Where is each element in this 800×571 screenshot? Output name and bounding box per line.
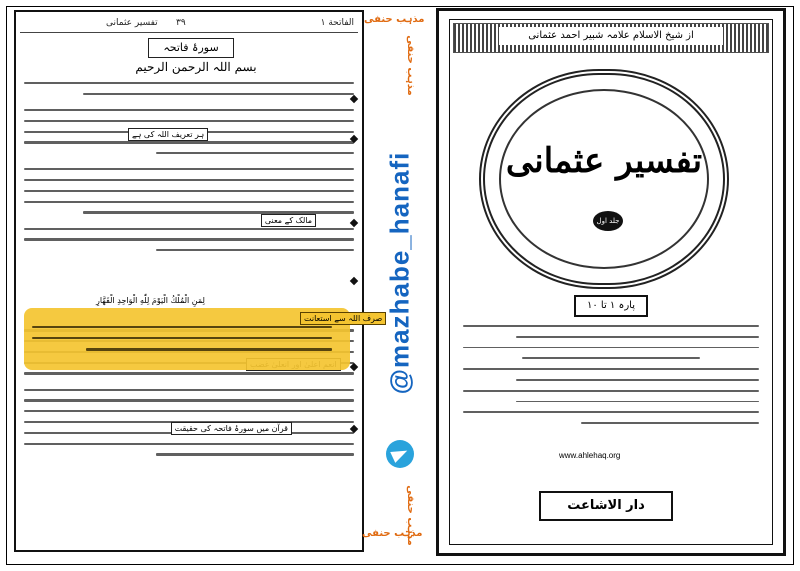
arabic-verse-line: لِمَنِ الْمُلْكُ الْيَوْمَ لِلّٰهِ الْوَاحِدِ الْقَهَّارِ: [96, 296, 205, 305]
watermark-text: مذہب حنفی: [404, 35, 416, 96]
cover-author-line: از شیخ الاسلام علامہ شبیر احمد عثمانی: [499, 27, 723, 45]
publisher-logo: دار الاشاعت: [539, 491, 673, 521]
highlighted-text: [32, 326, 332, 359]
surah-title-box: سورۂ فاتحہ: [148, 38, 234, 58]
book-title: تفسیر عثمانی: [505, 141, 703, 181]
heading-malik: مالک کے معنی: [261, 214, 316, 227]
header-divider: [20, 32, 358, 33]
book-cover: [436, 8, 786, 556]
heading-quran-fatiha: قرآن میں سورۂ فاتحہ کی حقیقت: [171, 422, 292, 435]
volume-badge: جلد اول: [593, 211, 623, 231]
cover-credits-block: [463, 325, 759, 433]
heading-praise: ہر تعریف اللہ کی ہے: [128, 128, 208, 141]
header-page-number: ۳۹: [176, 18, 186, 28]
channel-handle: [372, 108, 428, 438]
telegram-icon: [386, 440, 414, 468]
watermark-text: مذہب حنفی: [404, 485, 416, 546]
watermark-text: مذہب حنفی: [364, 14, 425, 25]
bismillah-line: بسم اللہ الرحمن الرحیم: [135, 60, 257, 74]
heading-istianat: صرف اللہ سے استعانت: [300, 312, 386, 325]
header-book-name: تفسیر عثمانی: [106, 18, 158, 28]
left-page-scan: [14, 10, 364, 552]
watermark-text: مذہب حنفی: [362, 528, 423, 539]
website-url: www.ahlehaq.org: [559, 451, 621, 460]
para-range-box: پارہ ۱ تا ۱۰: [574, 295, 648, 317]
paper-plane-icon: [390, 445, 410, 463]
header-surah-ref: الفاتحة ۱: [320, 18, 354, 28]
channel-handle-text: @mazhabe_hanafi: [384, 151, 415, 395]
